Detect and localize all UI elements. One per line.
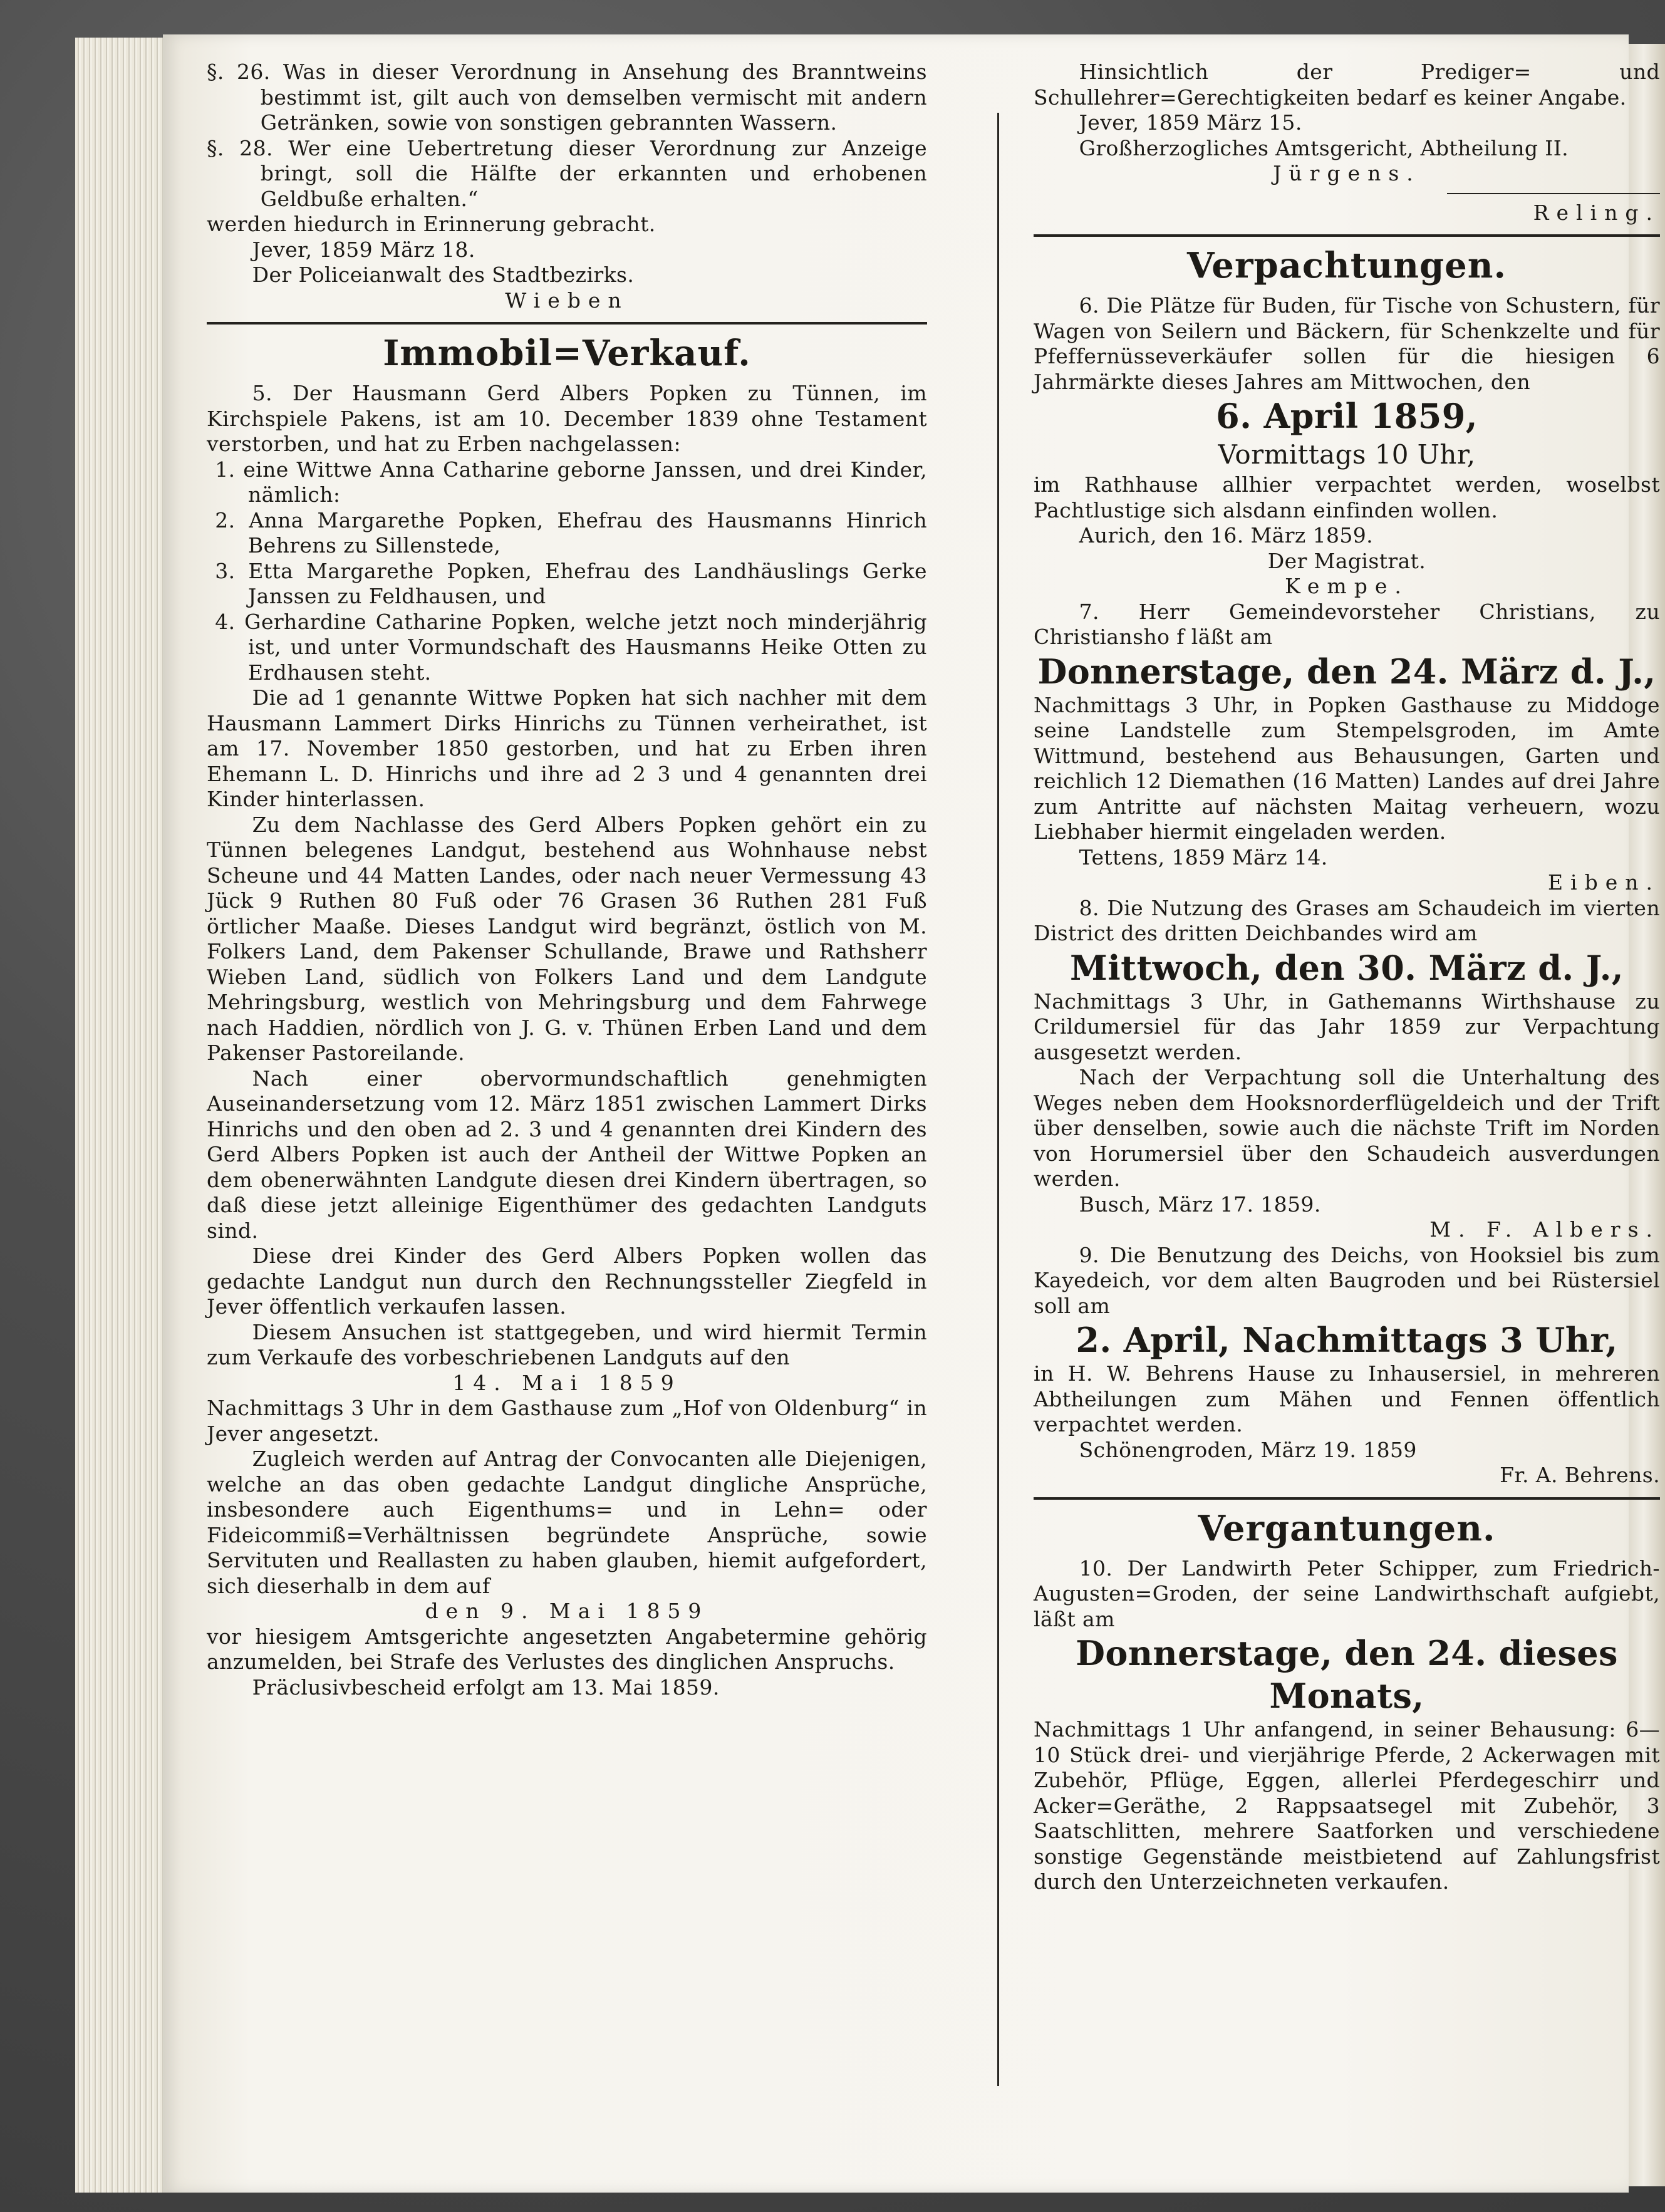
section-title-verpachtungen: Verpachtungen. [1187,245,1507,286]
notice-6-rest: im Rathhause allhier verpachtet werden, woselbst Pachtlustige sich alsdann einfinden wollen. [1034,472,1660,522]
notice-8-signature: M. F. Albers. [1429,1217,1660,1242]
paragraph-estate: Zu dem Nachlasse des Gerd Albers Popken gehört ein zu Tünnen belegenes Landgut, bestehend aus Wohnhause nebst Scheune und 44 Matten Landes, oder nach neuer Vermessung 43 Jück 9 Ruthen 80 Fuß oder 76 Grasen 36 Ruthen 281 Fuß örtlicher Maaße. Dieses Landgut wird begränzt, östlich von M. Folkers Land, dem Pakenser Schullande, Brawe und Rathsherr Wieben Land, südlich von Folkers Land und dem Landgute Mehringsburg, westlich von Mehringsburg und dem Fahrwege nach Haddien, nördlich von J. G. v. Thünen Erben Land und dem Pakenser Pastoreilande. [207,812,927,1065]
paragraph-28: §. 28. Wer eine Uebertretung dieser Verordnung zur Anzeige bringt, soll die Hälfte der erkannten und erhobenen Geldbuße erhalten.“ [207,135,927,211]
column-divider [997,113,999,2086]
notice-6-date: 6. April 1859, [1216,396,1478,436]
notice-7: 7. Herr Gemeindevorsteher Christians, zu Christiansho f läßt am [1034,599,1660,649]
heir-4: 4. Gerhardine Catharine Popken, welche jetzt noch minderjährig ist, und unter Vormundschaft des Hausmanns Heike Otten zu Erdhausen steht. [215,609,927,685]
section-rule [207,322,927,325]
section-rule [1034,1497,1660,1500]
date-a: Jever, 1859 März 15. [1079,110,1302,135]
notice-9: 9. Die Benutzung des Deichs, von Hooksiel bis zum Kayedeich, vor dem alten Baugroden und bei Rüstersiel soll am [1034,1242,1660,1318]
notice-9-signature: Fr. A. Behrens. [1500,1463,1660,1487]
reminder-line: werden hiedurch in Erinnerung gebracht. [207,212,656,236]
paragraph-carry: Hinsichtlich der Prediger= und Schullehrer=Gerechtigkeiten bedarf es keiner Angabe. [1034,60,1660,110]
notice-9-date: 2. April, Nachmittags 3 Uhr, [1076,1320,1618,1360]
notice-6-authority: Der Magistrat. [1267,548,1426,573]
paragraph-summons: Zugleich werden auf Antrag der Convocanten alle Diejenigen, welche an das oben gedachte Landgut dingliche Ansprüche, insbesondere auch Eigenthums= und in Lehn= oder Fideicommiß=Verhältnissen begründete Ansprüche, sowie Servituten und Reallasten zu haben glauben, hiemit aufgefordert, sich dieserhalb in dem auf [207,1446,927,1598]
heir-1: 1. eine Wittwe Anna Catharine geborne Janssen, und drei Kinder, nämlich: [215,457,927,507]
paragraph-preclusion: Präclusivbescheid erfolgt am 13. Mai 1859. [252,1675,720,1700]
section-rule [1034,234,1660,237]
right-column [1034,60,1660,1895]
left-column [207,60,927,1700]
notice-6-signature: Kempe. [1285,574,1409,598]
notice-6-place: Aurich, den 16. März 1859. [1079,523,1374,548]
notice-8-date: Mittwoch, den 30. März d. J., [1070,947,1624,988]
notice-9-rest: in H. W. Behrens Hause zu Inhausersiel, in mehreren Abtheilungen zum Mähen und Fennen öffentlich verpachtet werden. [1034,1361,1660,1436]
paragraph-claim: vor hiesigem Amtsgerichte angesetzten Angabetermine gehörig anzumelden, bei Strafe des Verlustes des dinglichen Anspruchs. [207,1624,927,1674]
notice-10: 10. Der Landwirth Peter Schipper, zum Friedrich-Augusten=Groden, der seine Landwirthschaft aufgiebt, läßt am [1034,1555,1660,1631]
heir-3: 3. Etta Margarethe Popken, Ehefrau des Landhäuslings Gerke Janssen zu Feldhausen, und [215,558,927,608]
notice-8-rest: Nachmittags 3 Uhr, in Gathemanns Wirthshause zu Crildumersiel für das Jahr 1859 zur Verpachtung ausgesetzt werden. [1034,989,1660,1064]
notice-8-more: Nach der Verpachtung soll die Unterhaltung des Weges neben dem Hooksnorderflügeldeich und der Trift über denselben, sowie auch die nächste Trift im Norden von Horumersiel über den Schaudeich ausverdungen werden. [1034,1065,1660,1191]
notice-8: 8. Die Nutzung des Grases am Schaudeich im vierten District des dritten Deichbandes wird am [1034,895,1660,945]
notice-7-place: Tettens, 1859 März 14. [1079,844,1328,870]
page-stack-edge [75,38,163,2193]
notice-10-date: Donnerstage, den 24. dieses Monats, [1076,1633,1618,1716]
paragraph-26: §. 26. Was in dieser Verordnung in Ansehung des Branntweins bestimmt ist, gilt auch von demselben vermischt mit andern Getränken, sowie von sonstigen gebrannten Wassern. [207,60,927,135]
paragraph-request: Diesem Ansuchen ist stattgegeben, und wird hiermit Termin zum Verkaufe des vorbeschriebenen Landguts auf den [207,1319,927,1369]
clerk-signature: Reling. [1533,200,1660,225]
section-title-immobil: Immobil=Verkauf. [383,333,751,374]
notice-authority: Der Policeianwalt des Stadtbezirks. [252,262,635,287]
notice-7-rest: Nachmittags 3 Uhr, in Popken Gasthause zu Middoge seine Landstelle zum Stempelsgroden, im Amte Wittmund, bestehend aus Behausungen, Garten und reichlich 12 Diemathen (16 Matten) Landes auf drei Jahre zum Antritte auf nächsten Maitag verheuern, wozu Liebhaber hiermit eingeladen werden. [1034,692,1660,844]
court-name: Großherzogliches Amtsgericht, Abtheilung II. [1079,135,1569,160]
notice-date: Jever, 1859 März 18. [252,237,475,262]
sale-date: 14. Mai 1859 [452,1370,682,1395]
judge-signature: Jürgens. [1273,161,1421,185]
notice-9-place: Schönengroden, März 19. 1859 [1079,1437,1417,1462]
signature-rule [1447,193,1660,194]
paragraph-widow: Die ad 1 genannte Wittwe Popken hat sich nachher mit dem Hausmann Lammert Dirks Hinrichs zu Tünnen verheirathet, ist am 17. November 1850 gestorben, und hat zu Erben ihren Ehemann L. D. Hinrichs und ihre ad 2 3 und 4 genannten drei Kinder hinterlassen. [207,685,927,811]
claim-date: den 9. Mai 1859 [425,1599,709,1623]
notice-7-signature: Eiben. [1547,870,1660,895]
notice-signature: Wieben [505,288,629,313]
notice-7-date: Donnerstage, den 24. März d. J., [1037,651,1656,692]
sale-time: Nachmittags 3 Uhr in dem Gasthause zum „Hof von Oldenburg“ in Jever angesetzt. [207,1396,927,1446]
paragraph-agreement: Nach einer obervormundschaftlich genehmigten Auseinandersetzung vom 12. März 1851 zwischen Lammert Dirks Hinrichs und den oben ad 2. 3 und 4 genannten drei Kindern des Gerd Albers Popken ist auch der Antheil der Wittwe Popken an dem obenerwähnten Landgute diesen drei Kindern übertragen, so daß diese jetzt alleinige Eigenthümer des gedachten Landguts sind. [207,1066,927,1243]
section-title-vergantungen: Vergantungen. [1198,1507,1496,1549]
notice-5-intro: 5. Der Hausmann Gerd Albers Popken zu Tünnen, im Kirchspiele Pakens, ist am 10. December 1839 ohne Testament verstorben, und hat zu Erben nachgelassen: [207,381,927,456]
notice-10-rest: Nachmittags 1 Uhr anfangend, in seiner Behausung: 6—10 Stück drei- und vierjährige Pferde, 2 Ackerwagen mit Zubehör, Pflüge, Eggen, allerlei Pferdegeschirr und Acker=Geräthe, 2 Rappsaatsegel mit Zubehör, 3 Saatschlitten, mehrere Saatforken und verschiedene sonstige Gegenstände meistbietend auf Zahlungsfrist durch den Unterzeichneten verkaufen. [1034,1717,1660,1894]
heir-2: 2. Anna Margarethe Popken, Ehefrau des Hausmanns Hinrich Behrens zu Sillenstede, [215,507,927,558]
notice-6: 6. Die Plätze für Buden, für Tische von Schustern, für Wagen von Seilern und Bäckern, für Schenkzelte und für Pfeffernüsseverkäufer sollen für die hiesigen 6 Jahrmärkte dieses Jahres am Mittwochen, den [1034,293,1660,394]
notice-8-place: Busch, März 17. 1859. [1079,1192,1321,1217]
notice-6-time: Vormittags 10 Uhr, [1218,439,1476,470]
paragraph-sale: Diese drei Kinder des Gerd Albers Popken wollen das gedachte Landgut nun durch den Rechnungssteller Ziegfeld in Jever öffentlich verkaufen lassen. [207,1244,927,1319]
